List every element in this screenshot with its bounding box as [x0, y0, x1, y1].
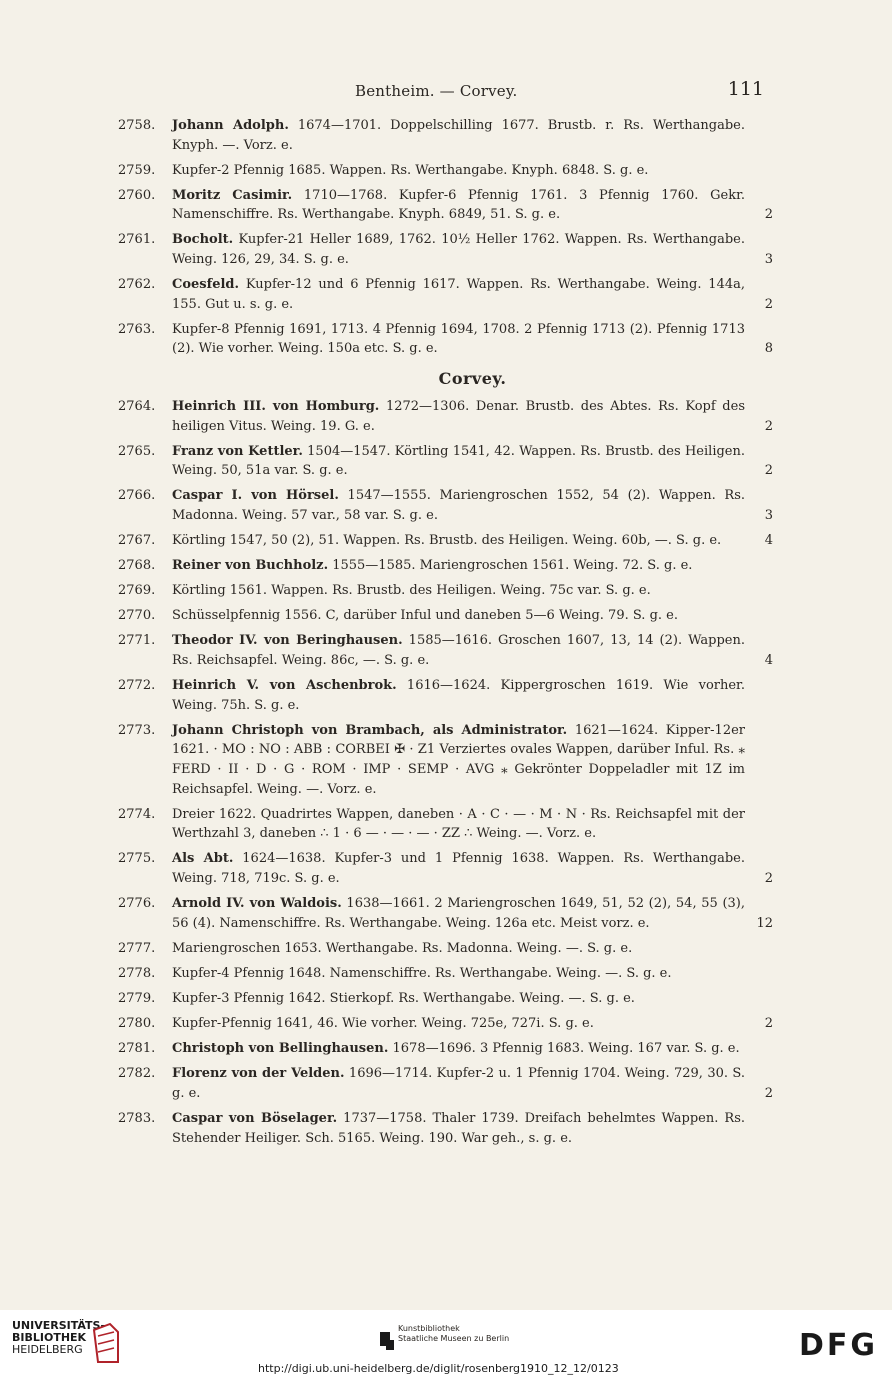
entry-text	[172, 721, 773, 799]
entry-text	[172, 989, 773, 1009]
entry-number: 2779.	[118, 990, 156, 1006]
entry-description: Schüsselpfennig 1556. C, darüber Inful und daneben 5—6 Weing. 79. S. g. e.	[172, 608, 678, 624]
kunstbibliothek-logo[interactable]	[398, 1324, 509, 1344]
catalogue-entry	[118, 581, 773, 601]
entry-price: 4	[764, 533, 773, 549]
entry-ruler-name: Caspar von Böselager.	[172, 1110, 338, 1126]
entry-description: 1674—1701. Doppelschilling 1677. Brustb. r. Rs. Werthangabe. Knyph. —. Vorz. e.	[172, 118, 745, 153]
entry-text	[172, 275, 773, 314]
entry-description: 1737—1758. Thaler 1739. Dreifach behelmtes Wappen. Rs. Stehender Heiliger. Sch. 5165. Weing. 190. War geh., s. g. e.	[172, 1110, 746, 1146]
entry-number: 2758.	[118, 118, 156, 133]
entry-number: 2768.	[118, 558, 156, 574]
entry-number: 2776.	[118, 896, 156, 912]
entry-description: Kupfer-4 Pfennig 1648. Namenschiffre. Rs. Werthangabe. Weing. —. S. g. e.	[172, 965, 672, 981]
entry-number: 2775.	[118, 851, 156, 867]
entry-text	[172, 894, 773, 933]
entry-number: 2778.	[118, 965, 156, 981]
entry-price: 2	[764, 1085, 773, 1101]
section-heading: Corvey.	[438, 369, 507, 389]
catalogue-entry	[118, 606, 773, 626]
entry-text	[172, 397, 773, 436]
entry-text	[172, 556, 773, 576]
uni-logo-line: BIBLIOTHEK	[12, 1331, 87, 1344]
entry-ruler-name: Franz von Kettler.	[172, 443, 303, 459]
entry-number: 2767.	[118, 533, 156, 549]
entry-description: 1624—1638. Kupfer-3 und 1 Pfennig 1638. Wappen. Rs. Werthangabe. Weing. 718, 719c. S. g. e.	[172, 851, 746, 886]
entry-number: 2760.	[118, 187, 156, 203]
catalogue-entries	[118, 116, 773, 1154]
entry-description: 1555—1585. Mariengroschen 1561. Weing. 72. S. g. e.	[328, 558, 693, 574]
catalogue-entry	[118, 1014, 773, 1034]
entry-ruler-name: Arnold IV. von Waldois.	[172, 896, 342, 912]
entry-text	[172, 805, 773, 844]
footer-bar	[0, 1310, 892, 1378]
catalogue-entry	[118, 320, 773, 359]
entry-price: 4	[764, 653, 773, 669]
entry-price: 12	[756, 915, 773, 931]
entry-ruler-name: Florenz von der Velden.	[172, 1066, 345, 1082]
entry-text	[172, 939, 773, 959]
entry-ruler-name: Reiner von Buchholz.	[172, 558, 329, 574]
entry-text	[172, 486, 773, 525]
entry-number: 2766.	[118, 488, 156, 504]
entry-number: 2764.	[118, 399, 156, 415]
page-number: 111	[727, 78, 764, 100]
entry-number: 2765.	[118, 443, 156, 459]
entry-text	[172, 1109, 773, 1148]
entry-description: Kupfer-2 Pfennig 1685. Wappen. Rs. Werthangabe. Knyph. 6848. S. g. e.	[172, 162, 649, 178]
entry-description: 1696—1714. Kupfer-2 u. 1 Pfennig 1704. Weing. 729, 30. S. g. e.	[172, 1066, 745, 1101]
entry-ruler-name: Bocholt.	[172, 232, 234, 248]
entry-description: Kupfer-3 Pfennig 1642. Stierkopf. Rs. Werthangabe. Weing. —. S. g. e.	[172, 990, 635, 1006]
entry-text	[172, 581, 773, 601]
entry-text	[172, 230, 773, 269]
entry-description: 1616—1624. Kippergroschen 1619. Wie vorher. Weing. 75h. S. g. e.	[172, 678, 745, 713]
entry-description: Körtling 1561. Wappen. Rs. Brustb. des Heiligen. Weing. 75c var. S. g. e.	[172, 583, 651, 599]
catalogue-entry	[118, 531, 773, 551]
entry-text	[172, 186, 773, 225]
entry-number: 2782.	[118, 1066, 156, 1082]
entry-text	[172, 1014, 773, 1034]
entry-number: 2763.	[118, 321, 156, 337]
catalogue-entry	[118, 1109, 773, 1148]
entry-price: 3	[764, 252, 773, 268]
dfg-logo[interactable]: DFG	[798, 1328, 878, 1363]
uni-logo-line: HEIDELBERG	[12, 1343, 83, 1356]
entry-description: 1504—1547. Körtling 1541, 42. Wappen. Rs. Brustb. des Heiligen. Weing. 50, 51a var. S. g. e.	[172, 443, 745, 479]
entry-description: 1638—1661. 2 Mariengroschen 1649, 51, 52 (2), 54, 55 (3), 56 (4). Namenschiffre. Rs. Werthangabe. Weing. 126a etc. Meist vorz. e.	[172, 896, 746, 931]
catalogue-entry	[118, 556, 773, 576]
entry-price: 3	[764, 508, 773, 523]
running-title: Bentheim. — Corvey.	[355, 82, 518, 100]
entry-description: 1621—1624. Kipper-12er 1621. · MO : NO : ABB : CORBEI ✠ · Z1 Verziertes ovales Wappen, darüber Inful. Rs. ⁎ FERD · II · D · G · ROM · IMP · SEMP · AVG ⁎ Gekrönter Doppeladler mit 1Z im Reichsapfel. Weing. —. Vorz. e.	[172, 722, 745, 797]
permalink-url[interactable]: http://digi.ub.uni-heidelberg.de/diglit/rosenberg1910_12_12/0123	[258, 1362, 619, 1375]
entry-ruler-name: Johann Christoph von Brambach, als Administrator.	[172, 722, 568, 738]
entry-price: 2	[764, 296, 773, 312]
entry-description: Mariengroschen 1653. Werthangabe. Rs. Madonna. Weing. —. S. g. e.	[172, 940, 633, 956]
entry-ruler-name: Caspar I. von Hörsel.	[172, 488, 339, 504]
catalogue-entry	[118, 1064, 773, 1103]
entry-text	[172, 964, 773, 984]
entry-price: 2	[764, 207, 773, 223]
entry-price: 2	[764, 418, 773, 434]
entry-price: 2	[764, 871, 773, 886]
entry-ruler-name: Als Abt.	[172, 851, 234, 867]
entry-number: 2781.	[118, 1041, 156, 1057]
entry-text	[172, 606, 773, 626]
catalogue-entry	[118, 161, 773, 181]
entry-ruler-name: Heinrich III. von Homburg.	[172, 399, 380, 415]
entry-ruler-name: Coesfeld.	[172, 277, 240, 293]
entry-ruler-name: Johann Adolph.	[172, 118, 289, 133]
entry-description: Kupfer-12 und 6 Pfennig 1617. Wappen. Rs. Werthangabe. Weing. 144a, 155. Gut u. s. g. e.	[172, 277, 745, 312]
uni-logo-line: UNIVERSITÄTS-	[12, 1319, 106, 1332]
entry-description: 1678—1696. 3 Pfennig 1683. Weing. 167 var. S. g. e.	[388, 1041, 740, 1057]
entry-ruler-name: Heinrich V. von Aschenbrok.	[172, 678, 397, 694]
entry-text	[172, 320, 773, 359]
entry-price: 2	[764, 1016, 773, 1032]
university-mark-icon	[88, 1322, 122, 1366]
entry-text	[172, 161, 773, 181]
entry-description: 1585—1616. Groschen 1607, 13, 14 (2). Wappen. Rs. Reichsapfel. Weing. 86c, —. S. g. e.	[172, 633, 745, 669]
kunstbibliothek-mark-icon	[380, 1332, 394, 1350]
catalogue-entry	[118, 486, 773, 525]
entry-group-corvey	[118, 397, 773, 1148]
entry-ruler-name: Christoph von Bellinghausen.	[172, 1041, 389, 1057]
entry-text	[172, 442, 773, 481]
entry-ruler-name: Moritz Casimir.	[172, 187, 293, 203]
entry-description: Kupfer-21 Heller 1689, 1762. 10½ Heller 1762. Wappen. Rs. Werthangabe. Weing. 126, 29, 34. S. g. e.	[172, 232, 745, 268]
entry-description: 1272—1306. Denar. Brustb. des Abtes. Rs. Kopf des heiligen Vitus. Weing. 19. G. e.	[172, 399, 745, 434]
catalogue-entry	[118, 186, 773, 225]
entry-text	[172, 676, 773, 715]
catalogue-entry	[118, 230, 773, 269]
entry-description: Kupfer-Pfennig 1641, 46. Wie vorher. Weing. 725e, 727i. S. g. e.	[172, 1016, 594, 1032]
entry-number: 2770.	[118, 608, 156, 624]
entry-description: 1710—1768. Kupfer-6 Pfennig 1761. 3 Pfennig 1760. Gekr. Namenschiffre. Rs. Werthangabe. Knyph. 6849, 51. S. g. e.	[172, 187, 745, 223]
catalogue-entry	[118, 721, 773, 799]
catalogue-entry	[118, 805, 773, 844]
entry-description: Dreier 1622. Quadrirtes Wappen, daneben · A · C · — · M · N · Rs. Reichsapfel mit der Werthzahl 3, daneben ∴ 1 · 6 — · — · — · ZZ ∴ Weing. —. Vorz. e.	[172, 806, 745, 842]
catalogue-entry	[118, 1039, 773, 1059]
entry-price: 8	[764, 341, 773, 357]
entry-number: 2773.	[118, 722, 156, 738]
catalogue-entry	[118, 116, 773, 155]
entry-number: 2771.	[118, 633, 156, 649]
catalogue-entry	[118, 989, 773, 1009]
entry-number: 2762.	[118, 277, 156, 293]
entry-description: Kupfer-8 Pfennig 1691, 1713. 4 Pfennig 1694, 1708. 2 Pfennig 1713 (2). Pfennig 1713 (2). Wie vorher. Weing. 150a etc. S. g. e.	[172, 321, 745, 357]
entry-number: 2780.	[118, 1016, 156, 1032]
entry-text	[172, 849, 773, 888]
kb-title: Kunstbibliothek	[398, 1324, 460, 1333]
entry-number: 2772.	[118, 678, 156, 694]
entry-number: 2769.	[118, 583, 156, 599]
catalogue-entry	[118, 849, 773, 888]
catalogue-entry	[118, 442, 773, 481]
entry-number: 2777.	[118, 940, 156, 956]
catalogue-entry	[118, 631, 773, 670]
catalogue-entry	[118, 275, 773, 314]
entry-group-bentheim	[118, 116, 773, 359]
entry-price: 2	[764, 463, 773, 479]
entry-description: 1547—1555. Mariengroschen 1552, 54 (2). Wappen. Rs. Madonna. Weing. 57 var., 58 var. S. g. e.	[172, 488, 745, 523]
entry-text	[172, 1039, 773, 1059]
entry-description: Körtling 1547, 50 (2), 51. Wappen. Rs. Brustb. des Heiligen. Weing. 60b, —. S. g. e.	[172, 533, 722, 549]
kb-subtitle: Staatliche Museen zu Berlin	[398, 1334, 510, 1343]
catalogue-entry	[118, 397, 773, 436]
catalogue-entry	[118, 676, 773, 715]
catalogue-entry	[118, 894, 773, 933]
entry-text	[172, 1064, 773, 1103]
running-head	[0, 78, 892, 104]
entry-text	[172, 116, 773, 155]
catalogue-entry	[118, 939, 773, 959]
entry-ruler-name: Theodor IV. von Beringhausen.	[172, 633, 403, 649]
catalogue-entry	[118, 964, 773, 984]
entry-number: 2783.	[118, 1110, 156, 1126]
entry-number: 2761.	[118, 232, 156, 248]
entry-number: 2774.	[118, 806, 156, 822]
entry-number: 2759.	[118, 162, 156, 178]
entry-text	[172, 531, 773, 551]
entry-text	[172, 631, 773, 670]
